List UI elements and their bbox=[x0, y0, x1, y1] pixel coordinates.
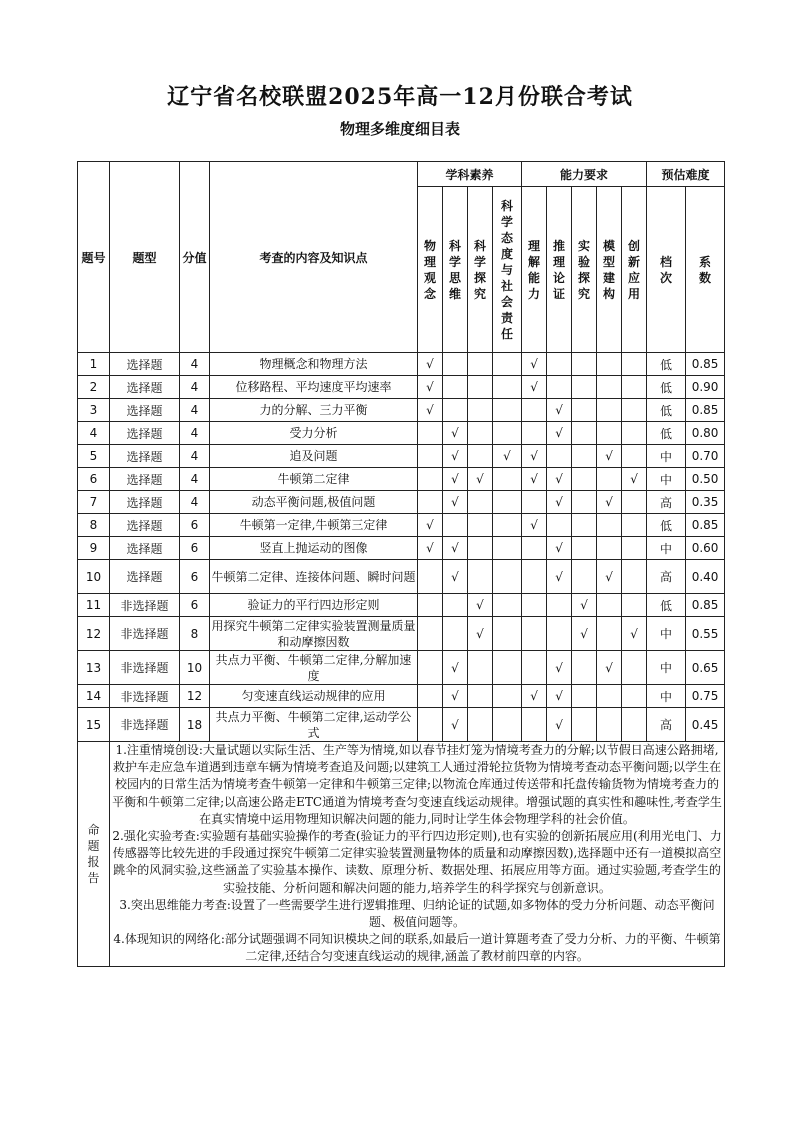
cell-type: 选择题 bbox=[110, 560, 180, 594]
cell-type: 非选择题 bbox=[110, 651, 180, 685]
cell-coef: 0.70 bbox=[686, 445, 725, 468]
report-item: 4.体现知识的网络化:部分试题强调不同知识模块之间的联系,如最后一道计算题考查了受力分析、力的平衡、牛顿第二定律,还结合匀变速直线运动的规律,涵盖了教材前四章的内容。 bbox=[113, 932, 721, 964]
cell-type: 选择题 bbox=[110, 422, 180, 445]
cell-coef: 0.50 bbox=[686, 468, 725, 491]
check-cell bbox=[572, 537, 597, 560]
check-cell bbox=[493, 422, 522, 445]
cell-content: 共点力平衡、牛顿第二定律,运动学公式 bbox=[210, 708, 418, 742]
check-cell: √ bbox=[622, 617, 647, 651]
check-cell bbox=[493, 617, 522, 651]
cell-coef: 0.75 bbox=[686, 685, 725, 708]
table-row bbox=[78, 376, 725, 399]
check-cell bbox=[468, 445, 493, 468]
cell-no: 15 bbox=[78, 708, 110, 742]
check-cell bbox=[468, 491, 493, 514]
check-cell bbox=[522, 651, 547, 685]
check-cell bbox=[493, 514, 522, 537]
cell-coef: 0.85 bbox=[686, 594, 725, 617]
check-cell: √ bbox=[597, 445, 622, 468]
table-row bbox=[78, 594, 725, 617]
check-cell bbox=[418, 422, 443, 445]
check-cell bbox=[622, 651, 647, 685]
cell-coef: 0.65 bbox=[686, 651, 725, 685]
cell-content: 牛顿第二定律、连接体问题、瞬时问题 bbox=[210, 560, 418, 594]
check-cell bbox=[547, 445, 572, 468]
cell-coef: 0.55 bbox=[686, 617, 725, 651]
cell-level: 中 bbox=[647, 617, 686, 651]
cell-level: 高 bbox=[647, 491, 686, 514]
cell-no: 5 bbox=[78, 445, 110, 468]
table-row bbox=[78, 537, 725, 560]
check-cell bbox=[622, 514, 647, 537]
check-cell: √ bbox=[468, 617, 493, 651]
cell-coef: 0.80 bbox=[686, 422, 725, 445]
cell-no: 7 bbox=[78, 491, 110, 514]
header-no: 题号 bbox=[78, 162, 110, 353]
cell-content: 位移路程、平均速度平均速率 bbox=[210, 376, 418, 399]
report-item: 2.强化实验考查:实验题有基础实验操作的考查(验证力的平行四边形定则),也有实验的创新拓展应用(利用光电门、力传感器等比较先进的手段通过探究牛顿第二定律实验装置测量物体的质量和动摩擦因数),选择题中还有一道模拟高空跳伞的风洞实验,这些涵盖了实验基本操作、读数、原理分析、数据处理、拓展应用等方面。通过实验题,考查学生的实验技能、分析问题和解决问题的能力,培养学生的科学探究与创新意识。 bbox=[112, 829, 722, 895]
cell-no: 13 bbox=[78, 651, 110, 685]
check-cell bbox=[572, 560, 597, 594]
table-row bbox=[78, 399, 725, 422]
cell-score: 4 bbox=[180, 445, 210, 468]
cell-coef: 0.85 bbox=[686, 514, 725, 537]
check-cell bbox=[622, 353, 647, 376]
table-row bbox=[78, 422, 725, 445]
check-cell: √ bbox=[522, 468, 547, 491]
check-cell: √ bbox=[522, 353, 547, 376]
cell-score: 12 bbox=[180, 685, 210, 708]
cell-level: 低 bbox=[647, 422, 686, 445]
report-item: 1.注重情境创设:大量试题以实际生活、生产等为情境,如以春节挂灯笼为情境考查力的分解;以节假日高速公路拥堵,救护车走应急车道遇到违章车辆为情境考查追及问题;以建筑工人通过滑轮拉货物为情境考查动态平衡问题;以学生在校园内的日常生活为情境考查牛顿第一定律和牛顿第三定律;以物流仓库通过传送带和托盘传输货物为情境考查力的平衡和牛顿第二定律;以高速公路走ETC通道为情境考查匀变速直线运动规律。增强试题的真实性和趣味性,考查学生在真实情境中运用物理知识解决问题的能力,同时让学生体会物理学科的社会价值。 bbox=[112, 743, 722, 826]
header-literacy-3: 科学探究 bbox=[468, 187, 493, 353]
cell-score: 4 bbox=[180, 353, 210, 376]
check-cell: √ bbox=[418, 537, 443, 560]
check-cell bbox=[572, 491, 597, 514]
check-cell bbox=[522, 560, 547, 594]
check-cell bbox=[468, 560, 493, 594]
check-cell bbox=[597, 514, 622, 537]
check-cell bbox=[468, 353, 493, 376]
check-cell: √ bbox=[522, 514, 547, 537]
table-row bbox=[78, 353, 725, 376]
check-cell bbox=[572, 708, 597, 742]
check-cell bbox=[468, 376, 493, 399]
cell-score: 6 bbox=[180, 560, 210, 594]
table-row bbox=[78, 708, 725, 742]
check-cell bbox=[622, 708, 647, 742]
check-cell bbox=[468, 514, 493, 537]
header-content: 考查的内容及知识点 bbox=[210, 162, 418, 353]
cell-type: 选择题 bbox=[110, 445, 180, 468]
cell-content: 力的分解、三力平衡 bbox=[210, 399, 418, 422]
cell-type: 选择题 bbox=[110, 537, 180, 560]
check-cell bbox=[622, 399, 647, 422]
cell-no: 9 bbox=[78, 537, 110, 560]
check-cell bbox=[493, 353, 522, 376]
check-cell bbox=[418, 594, 443, 617]
check-cell bbox=[597, 708, 622, 742]
header-group-literacy: 学科素养 bbox=[418, 162, 522, 187]
cell-level: 高 bbox=[647, 560, 686, 594]
check-cell bbox=[493, 537, 522, 560]
header-ability-5: 创新应用 bbox=[622, 187, 647, 353]
cell-score: 10 bbox=[180, 651, 210, 685]
check-cell bbox=[418, 445, 443, 468]
cell-content: 用探究牛顿第二定律实验装置测量质量和动摩擦因数 bbox=[211, 618, 416, 649]
table-row bbox=[78, 491, 725, 514]
check-cell: √ bbox=[597, 491, 622, 514]
table-row bbox=[78, 514, 725, 537]
header-type: 题型 bbox=[110, 162, 180, 353]
table-row bbox=[78, 651, 725, 685]
header-literacy-1: 物理观念 bbox=[418, 187, 443, 353]
cell-coef: 0.60 bbox=[686, 537, 725, 560]
check-cell: √ bbox=[443, 685, 468, 708]
check-cell bbox=[622, 594, 647, 617]
check-cell bbox=[597, 376, 622, 399]
cell-score: 8 bbox=[180, 617, 210, 651]
check-cell: √ bbox=[443, 445, 468, 468]
header-group-ability: 能力要求 bbox=[522, 162, 647, 187]
check-cell bbox=[597, 594, 622, 617]
check-cell: √ bbox=[547, 651, 572, 685]
page-subtitle: 物理多维度细目表 bbox=[339, 120, 460, 138]
check-cell bbox=[443, 617, 468, 651]
cell-coef: 0.40 bbox=[686, 560, 725, 594]
check-cell bbox=[522, 491, 547, 514]
check-cell: √ bbox=[522, 685, 547, 708]
check-cell bbox=[522, 422, 547, 445]
table-row bbox=[78, 445, 725, 468]
cell-coef: 0.45 bbox=[686, 708, 725, 742]
check-cell: √ bbox=[443, 560, 468, 594]
table-row bbox=[78, 617, 725, 651]
cell-content: 验证力的平行四边形定则 bbox=[210, 594, 418, 617]
check-cell bbox=[418, 685, 443, 708]
check-cell bbox=[493, 651, 522, 685]
check-cell: √ bbox=[418, 399, 443, 422]
check-cell bbox=[572, 514, 597, 537]
cell-content: 动态平衡问题,极值问题 bbox=[210, 491, 418, 514]
check-cell: √ bbox=[597, 560, 622, 594]
header-score: 分值 bbox=[180, 162, 210, 353]
check-cell bbox=[622, 445, 647, 468]
check-cell bbox=[597, 537, 622, 560]
check-cell: √ bbox=[547, 399, 572, 422]
cell-level: 中 bbox=[647, 685, 686, 708]
cell-level: 低 bbox=[647, 353, 686, 376]
check-cell: √ bbox=[547, 708, 572, 742]
page-title: 辽宁省名校联盟2025年高一12月份联合考试 bbox=[167, 84, 633, 110]
check-cell: √ bbox=[468, 468, 493, 491]
cell-score: 4 bbox=[180, 468, 210, 491]
report-label: 命题报告 bbox=[78, 742, 110, 967]
header-literacy-2: 科学思维 bbox=[443, 187, 468, 353]
cell-type: 选择题 bbox=[110, 399, 180, 422]
table-row bbox=[78, 560, 725, 594]
check-cell bbox=[493, 685, 522, 708]
check-cell bbox=[493, 491, 522, 514]
cell-type: 非选择题 bbox=[110, 617, 180, 651]
cell-level: 高 bbox=[647, 708, 686, 742]
cell-type: 非选择题 bbox=[110, 685, 180, 708]
check-cell: √ bbox=[522, 445, 547, 468]
check-cell bbox=[572, 353, 597, 376]
check-cell bbox=[572, 422, 597, 445]
cell-content: 牛顿第一定律,牛顿第三定律 bbox=[210, 514, 418, 537]
header-ability-4: 模型建构 bbox=[597, 187, 622, 353]
check-cell bbox=[597, 685, 622, 708]
check-cell bbox=[572, 376, 597, 399]
cell-content: 牛顿第二定律 bbox=[210, 468, 418, 491]
cell-coef: 0.85 bbox=[686, 353, 725, 376]
report-content bbox=[110, 742, 725, 967]
check-cell bbox=[547, 376, 572, 399]
check-cell bbox=[443, 594, 468, 617]
check-cell: √ bbox=[547, 685, 572, 708]
cell-content: 追及问题 bbox=[210, 445, 418, 468]
check-cell bbox=[493, 468, 522, 491]
check-cell: √ bbox=[443, 651, 468, 685]
check-cell: √ bbox=[547, 468, 572, 491]
check-cell bbox=[493, 376, 522, 399]
cell-coef: 0.35 bbox=[686, 491, 725, 514]
cell-level: 低 bbox=[647, 399, 686, 422]
header-group-difficulty: 预估难度 bbox=[647, 162, 725, 187]
header-literacy-4: 科学态度与社会责任 bbox=[493, 187, 522, 353]
check-cell: √ bbox=[443, 468, 468, 491]
check-cell bbox=[418, 560, 443, 594]
check-cell: √ bbox=[443, 537, 468, 560]
cell-score: 4 bbox=[180, 422, 210, 445]
check-cell bbox=[547, 514, 572, 537]
header-ability-1: 理解能力 bbox=[522, 187, 547, 353]
cell-no: 8 bbox=[78, 514, 110, 537]
cell-level: 低 bbox=[647, 594, 686, 617]
cell-no: 2 bbox=[78, 376, 110, 399]
check-cell: √ bbox=[547, 422, 572, 445]
cell-score: 6 bbox=[180, 514, 210, 537]
cell-score: 6 bbox=[180, 537, 210, 560]
check-cell bbox=[522, 594, 547, 617]
check-cell bbox=[522, 617, 547, 651]
cell-type: 选择题 bbox=[110, 376, 180, 399]
cell-type: 选择题 bbox=[110, 514, 180, 537]
cell-no: 1 bbox=[78, 353, 110, 376]
check-cell: √ bbox=[493, 445, 522, 468]
check-cell bbox=[468, 422, 493, 445]
check-cell: √ bbox=[522, 376, 547, 399]
header-difficulty-coef: 系数 bbox=[686, 187, 725, 353]
cell-content: 共点力平衡、牛顿第二定律,分解加速度 bbox=[210, 651, 418, 685]
check-cell: √ bbox=[418, 353, 443, 376]
check-cell bbox=[547, 617, 572, 651]
check-cell bbox=[572, 685, 597, 708]
spec-table bbox=[77, 161, 725, 967]
check-cell bbox=[522, 537, 547, 560]
table-row bbox=[78, 685, 725, 708]
check-cell bbox=[597, 399, 622, 422]
check-cell: √ bbox=[622, 468, 647, 491]
check-cell bbox=[597, 617, 622, 651]
header-ability-2: 推理论证 bbox=[547, 187, 572, 353]
cell-level: 中 bbox=[647, 651, 686, 685]
cell-score: 18 bbox=[180, 708, 210, 742]
cell-type: 选择题 bbox=[110, 468, 180, 491]
report-item: 3.突出思维能力考查:设置了一些需要学生进行逻辑推理、归纳论证的试题,如多物体的受力分析问题、动态平衡问题、极值问题等。 bbox=[119, 897, 715, 930]
cell-level: 中 bbox=[647, 468, 686, 491]
check-cell: √ bbox=[418, 376, 443, 399]
check-cell: √ bbox=[572, 594, 597, 617]
check-cell bbox=[622, 491, 647, 514]
cell-content: 受力分析 bbox=[210, 422, 418, 445]
cell-type: 选择题 bbox=[110, 353, 180, 376]
check-cell bbox=[443, 353, 468, 376]
cell-no: 12 bbox=[78, 617, 110, 651]
cell-no: 14 bbox=[78, 685, 110, 708]
check-cell bbox=[493, 708, 522, 742]
check-cell: √ bbox=[418, 514, 443, 537]
check-cell bbox=[572, 651, 597, 685]
check-cell: √ bbox=[547, 537, 572, 560]
cell-no: 3 bbox=[78, 399, 110, 422]
check-cell bbox=[572, 399, 597, 422]
check-cell bbox=[572, 468, 597, 491]
check-cell bbox=[468, 685, 493, 708]
cell-score: 4 bbox=[180, 376, 210, 399]
check-cell: √ bbox=[572, 617, 597, 651]
header-ability-3: 实验探究 bbox=[572, 187, 597, 353]
table-row bbox=[78, 468, 725, 491]
check-cell: √ bbox=[443, 491, 468, 514]
cell-level: 低 bbox=[647, 514, 686, 537]
check-cell bbox=[622, 560, 647, 594]
check-cell bbox=[443, 399, 468, 422]
cell-type: 选择题 bbox=[110, 491, 180, 514]
check-cell bbox=[468, 537, 493, 560]
check-cell bbox=[622, 422, 647, 445]
check-cell bbox=[493, 560, 522, 594]
check-cell bbox=[522, 399, 547, 422]
check-cell bbox=[443, 514, 468, 537]
header-difficulty-level: 档次 bbox=[647, 187, 686, 353]
check-cell bbox=[622, 685, 647, 708]
check-cell bbox=[547, 594, 572, 617]
check-cell bbox=[418, 651, 443, 685]
check-cell bbox=[418, 617, 443, 651]
check-cell bbox=[468, 399, 493, 422]
check-cell: √ bbox=[468, 594, 493, 617]
cell-type: 非选择题 bbox=[110, 708, 180, 742]
check-cell bbox=[493, 594, 522, 617]
check-cell bbox=[622, 537, 647, 560]
cell-content: 物理概念和物理方法 bbox=[210, 353, 418, 376]
cell-no: 6 bbox=[78, 468, 110, 491]
check-cell bbox=[468, 708, 493, 742]
cell-content: 匀变速直线运动规律的应用 bbox=[210, 685, 418, 708]
check-cell bbox=[418, 468, 443, 491]
check-cell bbox=[597, 422, 622, 445]
check-cell: √ bbox=[443, 422, 468, 445]
check-cell bbox=[597, 468, 622, 491]
cell-level: 中 bbox=[647, 537, 686, 560]
cell-no: 4 bbox=[78, 422, 110, 445]
cell-no: 10 bbox=[78, 560, 110, 594]
cell-content: 竖直上抛运动的图像 bbox=[210, 537, 418, 560]
cell-level: 低 bbox=[647, 376, 686, 399]
cell-score: 4 bbox=[180, 399, 210, 422]
check-cell bbox=[597, 353, 622, 376]
check-cell: √ bbox=[597, 651, 622, 685]
check-cell: √ bbox=[443, 708, 468, 742]
cell-score: 4 bbox=[180, 491, 210, 514]
cell-type: 非选择题 bbox=[110, 594, 180, 617]
cell-coef: 0.90 bbox=[686, 376, 725, 399]
check-cell bbox=[443, 376, 468, 399]
check-cell bbox=[622, 376, 647, 399]
check-cell bbox=[493, 399, 522, 422]
check-cell bbox=[418, 491, 443, 514]
cell-no: 11 bbox=[78, 594, 110, 617]
check-cell bbox=[468, 651, 493, 685]
check-cell: √ bbox=[547, 560, 572, 594]
check-cell: √ bbox=[547, 491, 572, 514]
check-cell bbox=[522, 708, 547, 742]
cell-level: 中 bbox=[647, 445, 686, 468]
cell-score: 6 bbox=[180, 594, 210, 617]
check-cell bbox=[418, 708, 443, 742]
check-cell bbox=[572, 445, 597, 468]
cell-coef: 0.85 bbox=[686, 399, 725, 422]
check-cell bbox=[547, 353, 572, 376]
